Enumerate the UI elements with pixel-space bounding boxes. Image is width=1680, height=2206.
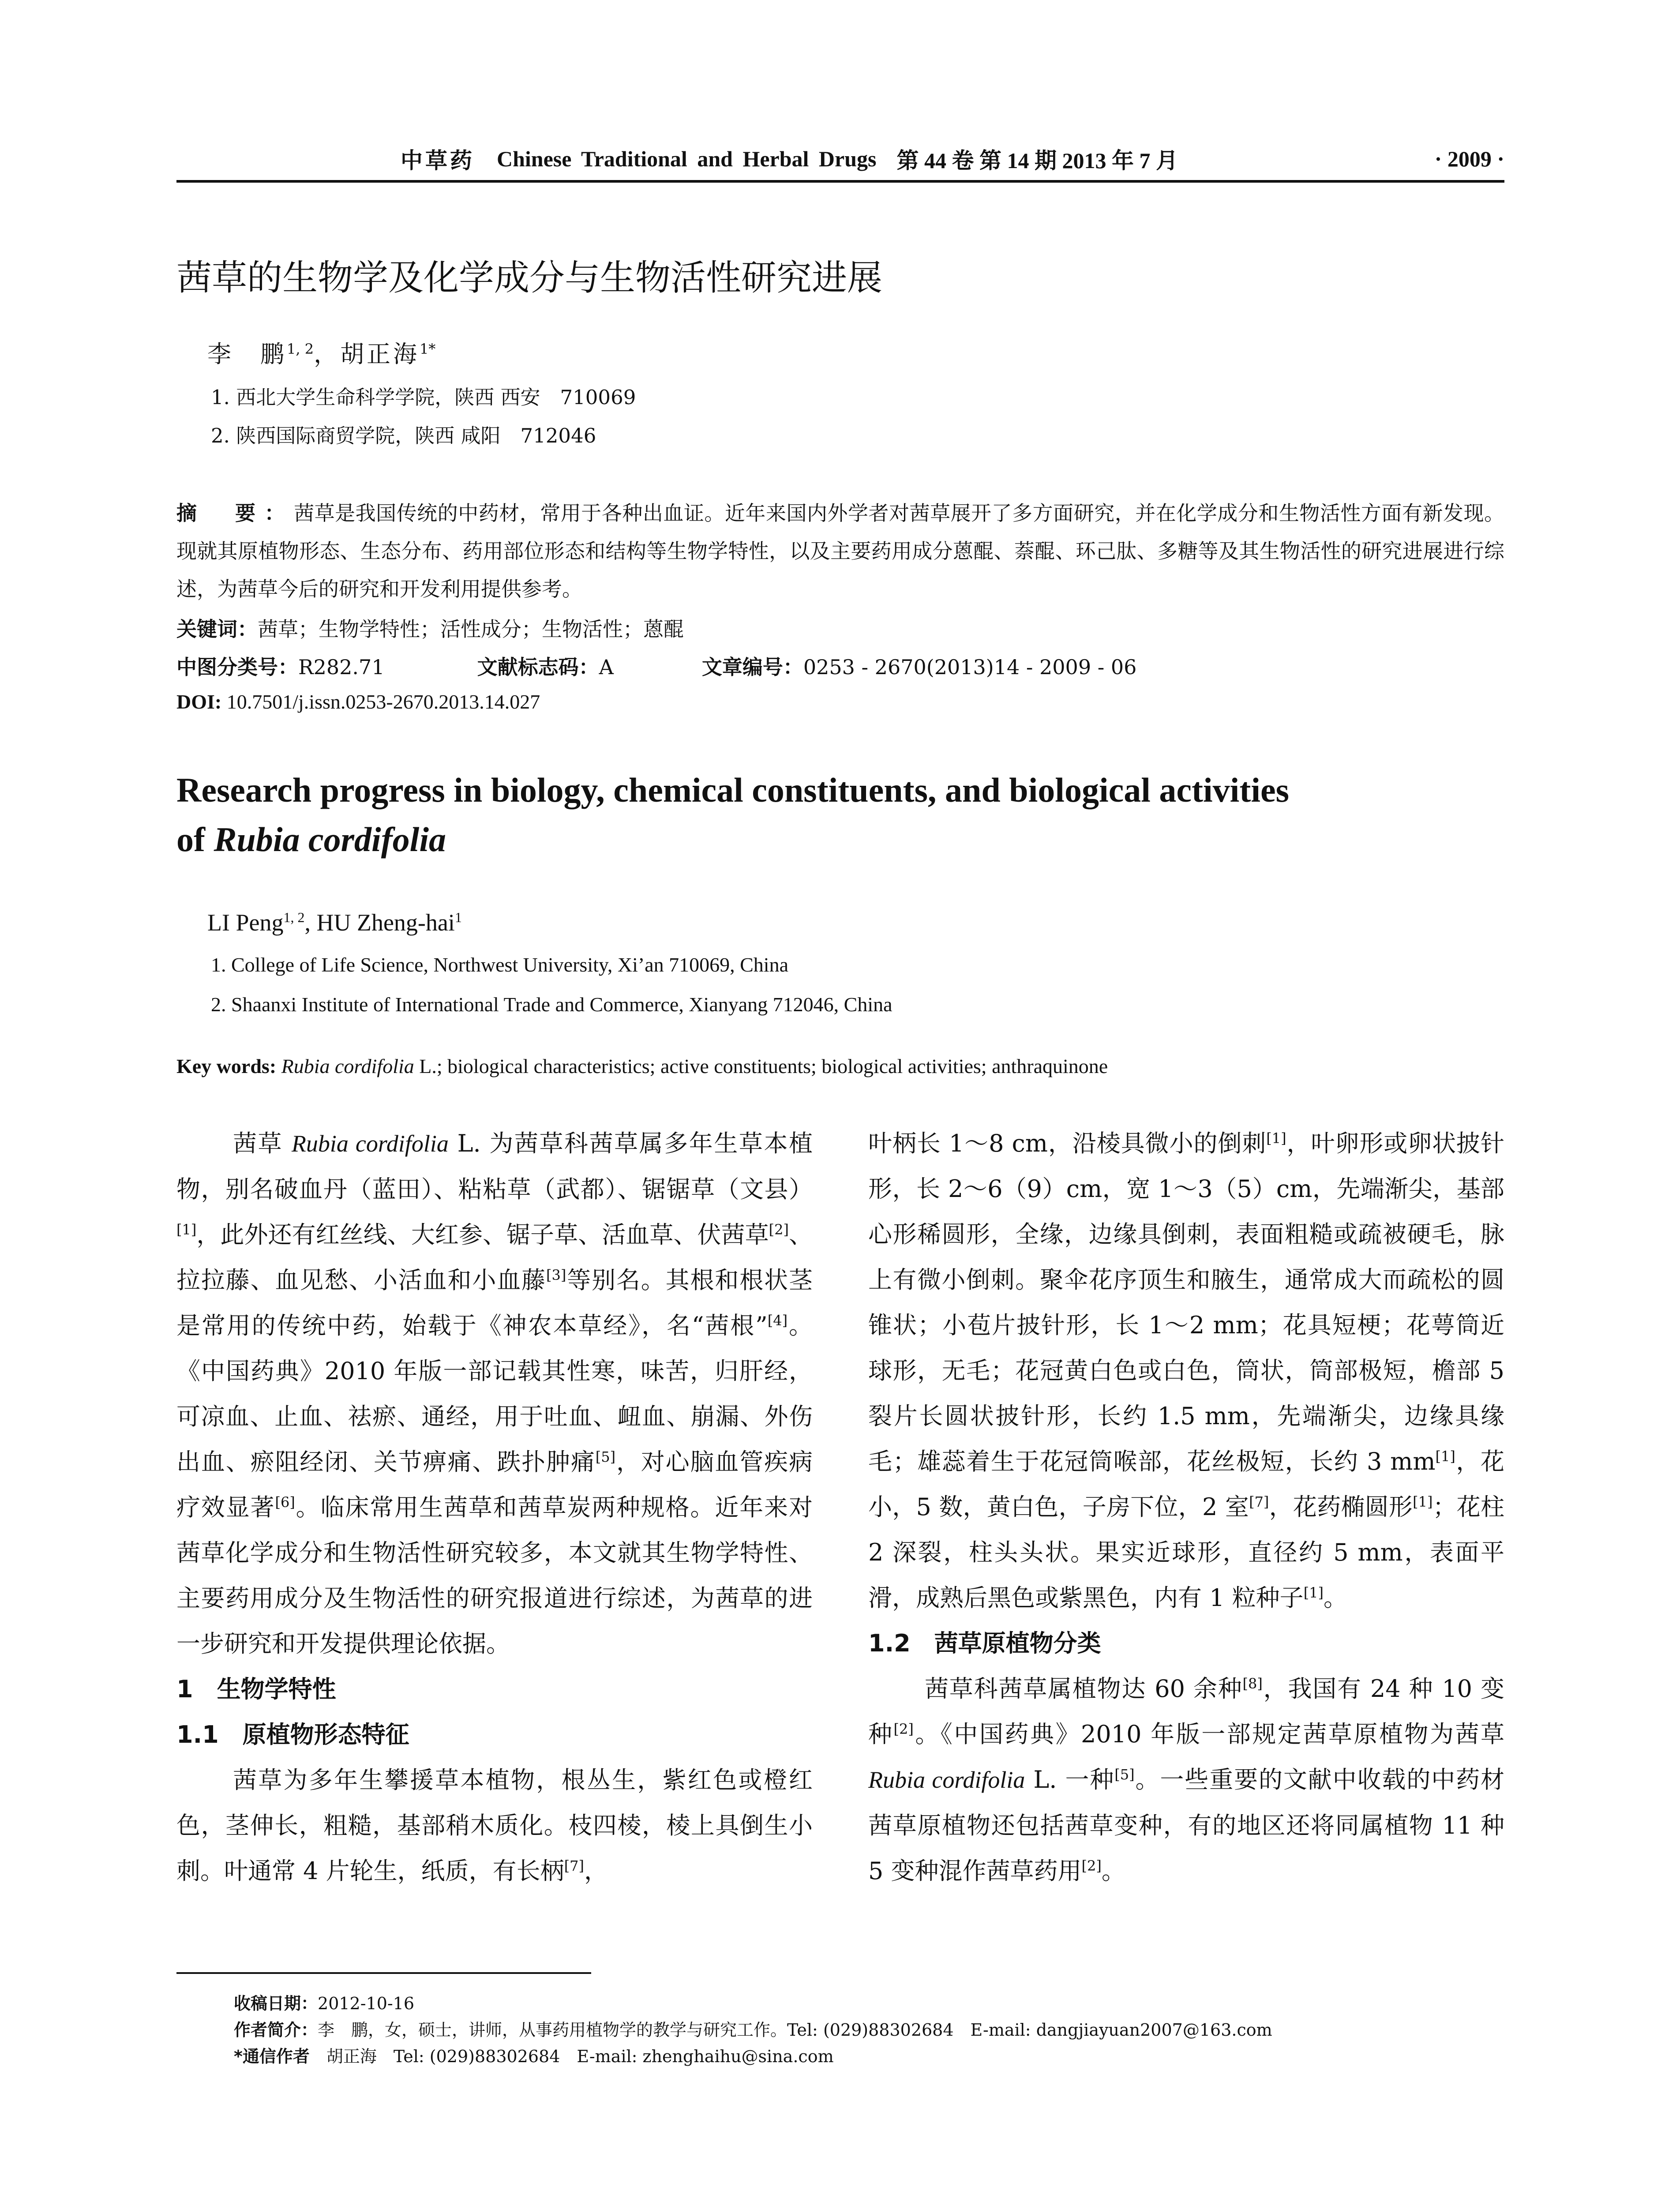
clc-label: 中图分类号： xyxy=(176,655,298,679)
abstract-label: 摘 要： xyxy=(176,501,294,525)
keywords-en-text: L.; biological characteristics; active constituents; biological activities; anthraquinone xyxy=(414,1055,1108,1077)
title-en-line-2 xyxy=(176,815,1289,864)
footnote-corresponding xyxy=(234,2043,834,2067)
keywords-en-species: Rubia cordifolia xyxy=(281,1055,414,1077)
paper-title-en xyxy=(176,765,1289,864)
paper-title-cn: 茜草的生物学及化学成分与生物活性研究进展 xyxy=(176,257,882,298)
citation: [2] xyxy=(769,1221,789,1238)
author-affil-mark: 1, 2 xyxy=(287,341,314,357)
citation: [2] xyxy=(893,1721,914,1737)
footnote-rule xyxy=(176,1972,591,1974)
species-name: Rubia cordifolia xyxy=(868,1767,1025,1793)
citation: [6] xyxy=(275,1494,295,1511)
doc-code-value: A xyxy=(599,655,614,679)
author-affil-mark: 1* xyxy=(420,341,436,357)
affiliation-cn-1: 1. 西北大学生命科学学院，陕西 西安 710069 xyxy=(211,386,636,409)
author-separator: , xyxy=(304,909,317,936)
citation: [1] xyxy=(1303,1584,1324,1601)
citation: [5] xyxy=(1114,1766,1135,1783)
section-heading-1-1: 1.1 原植物形态特征 xyxy=(176,1721,409,1748)
doi-line xyxy=(176,690,540,713)
corresponding-text: 胡正海 Tel: (029)88302684 E-mail: zhenghaihu@sina.com xyxy=(309,2047,834,2066)
title-en-prefix: of xyxy=(176,820,214,859)
running-header xyxy=(176,141,1504,176)
citation: [1] xyxy=(1413,1493,1433,1510)
doi-value[interactable]: 10.7501/j.issn.0253-2670.2013.14.027 xyxy=(226,690,540,713)
journal-name-cn: 中草药 xyxy=(401,148,475,173)
doc-code-label: 文献标志码： xyxy=(477,655,599,679)
affiliation-en-2: 2. Shaanxi Institute of International Trade and Commerce, Xianyang 712046, China xyxy=(211,993,892,1016)
received-date: 2012-10-16 xyxy=(318,1994,415,2013)
authors-cn xyxy=(207,335,435,369)
author-affil-mark: 1 xyxy=(454,909,462,925)
classification-paragraph: 茜草科茜草属植物达 60 余种[8]，我国有 24 种 10 变种[2]。《中国药典》2010 年版一部规定茜草原植物为茜草 Rubia cordifolia L. 一种[5]。一些重要的文献中收载的中药材茜草原植物还包括茜草变种，有的地区还将同属植物 11 种 5 变种混作茜草药用[2]。 xyxy=(868,1675,1505,1885)
citation: [1] xyxy=(1266,1130,1286,1147)
author-name: 李 鹏 xyxy=(207,340,287,368)
keywords-en-label: Key words: xyxy=(176,1055,277,1077)
affiliation-cn-2: 2. 陕西国际商贸学院，陕西 咸阳 712046 xyxy=(211,424,596,447)
body-column-left xyxy=(176,1121,813,1894)
author-name: HU Zheng-hai xyxy=(316,909,455,936)
section-heading-1-2: 1.2 茜草原植物分类 xyxy=(868,1629,1101,1657)
author-name: LI Peng xyxy=(207,909,284,936)
species-name: Rubia cordifolia xyxy=(291,1130,449,1157)
received-label: 收稿日期： xyxy=(234,1994,318,2013)
footnote-received xyxy=(234,1990,414,2014)
article-number-label: 文章编号： xyxy=(701,655,803,679)
corresponding-label: *通信作者 xyxy=(234,2047,310,2066)
footnote-author-bio xyxy=(234,2016,1272,2041)
citation: [8] xyxy=(1242,1675,1263,1692)
title-en-line-1: Research progress in biology, chemical constituents, and biological activities xyxy=(176,771,1289,809)
page-number: · 2009 · xyxy=(1434,146,1504,171)
authors-en xyxy=(207,909,462,936)
author-name: 胡正海 xyxy=(340,340,420,368)
bio-label: 作者简介： xyxy=(234,2020,318,2040)
clc-value: R282.71 xyxy=(298,655,385,679)
citation: [7] xyxy=(564,1857,585,1874)
abstract-text: 茜草是我国传统的中药材，常用于各种出血证。近年来国内外学者对茜草展开了多方面研究，并在化学成分和生物活性方面有新发现。现就其原植物形态、生态分布、药用部位形态和结构等生物学特性，以及主要药用成分蒽醌、萘醌、环己肽、多糖等及其生物活性的研究进展进行综述，为茜草今后的研究和开发利用提供参考。 xyxy=(176,501,1505,601)
title-en-species: Rubia cordifolia xyxy=(214,820,446,859)
keywords-cn xyxy=(176,613,684,642)
morphology-paragraph: 茜草为多年生攀援草本植物，根丛生，紫红色或橙红色，茎伸长，粗糙，基部稍木质化。枝四棱，棱上具倒生小刺。叶通常 4 片轮生，纸质，有长柄[7]， xyxy=(176,1766,813,1885)
keywords-en xyxy=(176,1054,1108,1078)
journal-name-en: Chinese Traditional and Herbal Drugs xyxy=(497,146,877,171)
keywords-text: 茜草；生物学特性；活性成分；生物活性；蒽醌 xyxy=(258,617,684,641)
citation: [1] xyxy=(176,1221,197,1238)
section-heading-1: 1 生物学特性 xyxy=(176,1675,336,1703)
citation: [2] xyxy=(1081,1857,1102,1874)
classification-line xyxy=(176,651,1136,680)
intro-paragraph: 茜草 Rubia cordifolia L. 为茜草科茜草属多年生草本植物，别名破血丹（蓝田）、粘粘草（武都）、锯锯草（文县）[1]，此外还有红丝线、大红参、锯子草、活血草、伏茜草[2]、拉拉藤、血见愁、小活血和小血藤[3]等别名。其根和根状茎是常用的传统中药，始载于《神农本草经》，名“茜根”[4]。《中国药典》2010 年版一部记载其性寒，味苦，归肝经，可凉血、止血、祛瘀、通经，用于吐血、衄血、崩漏、外伤出血、瘀阻经闭、关节痹痛、跌扑肿痛[5]，对心脑血管疾病疗效显著[6]。临床常用生茜草和茜草炭两种规格。近年来对茜草化学成分和生物活性研究较多，本文就其生物学特性、主要药用成分及生物活性的研究报道进行综述，为茜草的进一步研究和开发提供理论依据。 xyxy=(176,1129,813,1658)
article-number-value: 0253 - 2670(2013)14 - 2009 - 06 xyxy=(803,655,1137,679)
citation: [4] xyxy=(767,1312,788,1329)
body-column-right xyxy=(868,1121,1504,1894)
citation: [1] xyxy=(1435,1448,1455,1465)
affiliation-en-1: 1. College of Life Science, Northwest University, Xi’an 710069, China xyxy=(211,953,789,976)
bio-text: 李 鹏，女，硕士，讲师，从事药用植物学的教学与研究工作。Tel: (029)88302684 E-mail: dangjiayuan2007@163.com xyxy=(318,2020,1272,2040)
citation: [5] xyxy=(595,1448,616,1465)
author-separator: ， xyxy=(314,340,341,368)
citation: [7] xyxy=(1249,1493,1269,1510)
header-rule xyxy=(176,180,1504,183)
abstract-cn xyxy=(176,494,1504,608)
doi-label: DOI: xyxy=(176,690,222,713)
author-affil-mark: 1, 2 xyxy=(283,909,305,925)
morphology-continued-paragraph: 叶柄长 1～8 cm，沿棱具微小的倒刺[1]，叶卵形或卵状披针形，长 2～6（9）cm，宽 1～3（5）cm，先端渐尖，基部心形稀圆形，全缘，边缘具倒刺，表面粗糙或疏被硬毛，脉上有微小倒刺。聚伞花序顶生和腋生，通常成大而疏松的圆锥状；小苞片披针形，长 1～2 mm；花具短梗；花萼筒近球形，无毛；花冠黄白色或白色，筒状，筒部极短，檐部 5 裂片长圆状披针形，长约 1.5 mm，先端渐尖，边缘具缘毛；雄蕊着生于花冠筒喉部，花丝极短，长约 3 mm[1]，花小，5 数，黄白色，子房下位，2 室[7]，花药椭圆形[1]；花柱 2 深裂，柱头头状。果实近球形，直径约 5 mm，表面平滑，成熟后黑色或紫黑色，内有 1 粒种子[1]。 xyxy=(868,1129,1505,1612)
issue-info: 第 44 卷 第 14 期 2013 年 7 月 xyxy=(896,148,1178,173)
keywords-label: 关键词： xyxy=(176,617,258,641)
citation: [3] xyxy=(546,1267,566,1283)
